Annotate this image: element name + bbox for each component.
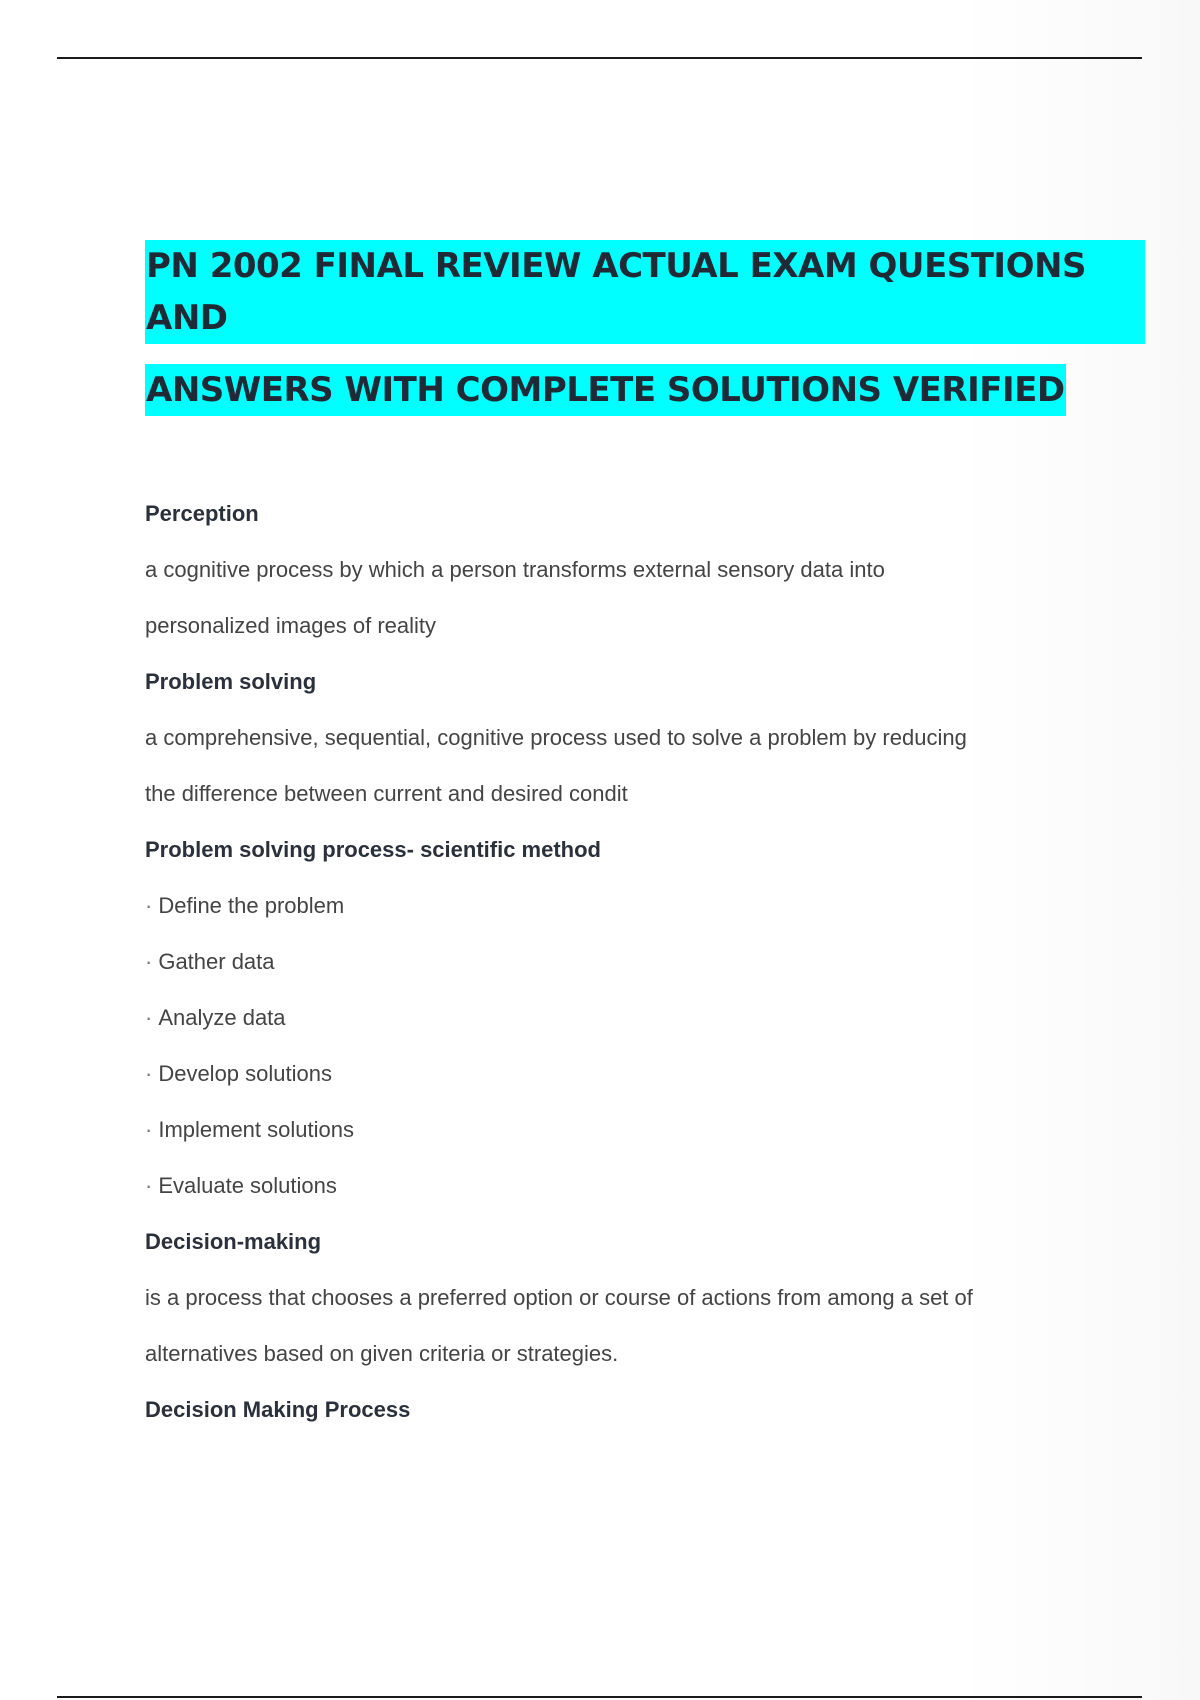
- list-item: [145, 1158, 1095, 1214]
- term-problem-solving-process: Problem solving process- scientific method: [145, 837, 601, 862]
- list-item-text: Define the problem: [158, 893, 345, 918]
- bullet-marker: ·: [145, 1117, 153, 1142]
- list-item-text: Develop solutions: [158, 1061, 332, 1086]
- list-item-text: Implement solutions: [158, 1117, 354, 1142]
- bullet-marker: ·: [145, 1061, 153, 1086]
- term-decision-making-process: Decision Making Process: [145, 1397, 411, 1422]
- list-item-text: Analyze data: [158, 1005, 286, 1030]
- list-item: [145, 934, 1095, 990]
- definition-line: is a process that chooses a preferred option or course of actions from among a set of: [145, 1285, 973, 1310]
- list-item-text: Evaluate solutions: [158, 1173, 337, 1198]
- list-item: [145, 990, 1095, 1046]
- title-line-2: ANSWERS WITH COMPLETE SOLUTIONS VERIFIED: [145, 364, 1066, 416]
- term-perception: Perception: [145, 501, 259, 526]
- bullet-marker: ·: [145, 949, 153, 974]
- list-item: [145, 1102, 1095, 1158]
- definition-line: a cognitive process by which a person transforms external sensory data into: [145, 557, 885, 582]
- definition-line: a comprehensive, sequential, cognitive process used to solve a problem by reducing: [145, 725, 967, 750]
- bullet-marker: ·: [145, 1173, 153, 1198]
- definition-line: personalized images of reality: [145, 613, 437, 638]
- bullet-marker: ·: [145, 893, 153, 918]
- document-body: [145, 486, 1095, 1438]
- list-item: [145, 1046, 1095, 1102]
- definition-line: alternatives based on given criteria or strategies.: [145, 1341, 619, 1366]
- document-title: [145, 240, 1145, 440]
- bullet-marker: ·: [145, 1005, 153, 1030]
- term-decision-making: Decision-making: [145, 1229, 322, 1254]
- term-problem-solving: Problem solving: [145, 669, 317, 694]
- footer-rule: [57, 1696, 1142, 1698]
- list-item-text: Gather data: [158, 949, 275, 974]
- definition-line: the difference between current and desired condit: [145, 781, 628, 806]
- list-item: [145, 878, 1095, 934]
- header-rule: [57, 57, 1142, 59]
- title-line-1: PN 2002 FINAL REVIEW ACTUAL EXAM QUESTIONS AND: [145, 240, 1145, 344]
